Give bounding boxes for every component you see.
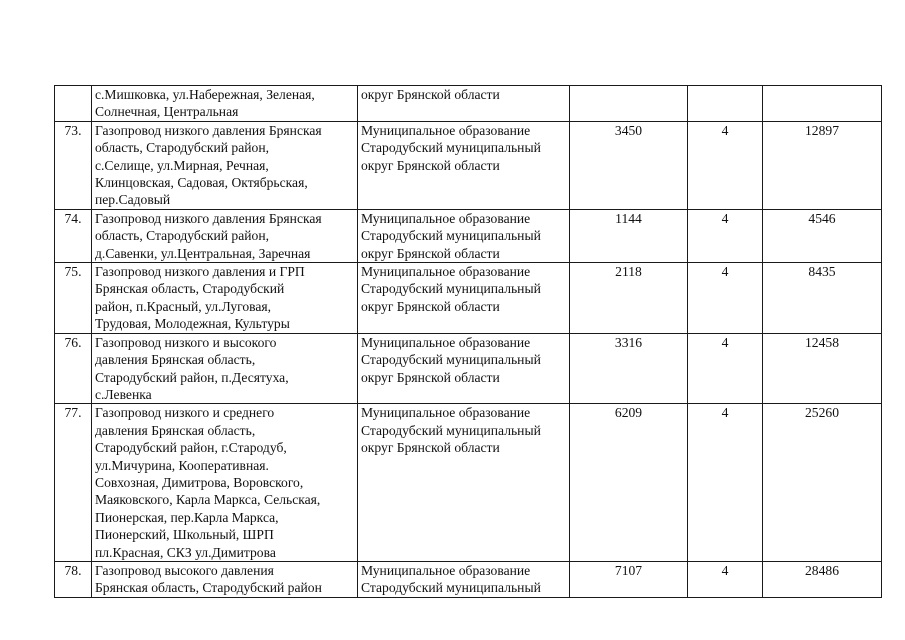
- object-name-cell: [92, 86, 358, 122]
- length-cell: 3450: [570, 121, 688, 209]
- object-name-line: Пионерская, пер.Карла Маркса,: [95, 509, 279, 525]
- length-cell: 6209: [570, 404, 688, 562]
- table-row: [55, 121, 882, 209]
- object-name-line: д.Савенки, ул.Центральная, Заречная: [95, 245, 311, 261]
- object-name-line: давления Брянская область,: [95, 422, 256, 438]
- object-name-line: область, Стародубский район,: [95, 228, 270, 244]
- owner-line: округ Брянской области: [361, 87, 500, 102]
- object-name-cell: [92, 404, 358, 562]
- owner-line: округ Брянской области: [361, 298, 500, 314]
- owner-line: округ Брянской области: [361, 440, 500, 456]
- owner-cell: [358, 121, 570, 209]
- value-cell: 25260: [763, 404, 882, 562]
- object-name-line: Солнечная, Центральная: [95, 104, 239, 120]
- length-cell: 1144: [570, 209, 688, 262]
- object-name-line: Газопровод низкого и высокого: [95, 334, 277, 350]
- owner-line: Муниципальное образование: [361, 264, 531, 280]
- object-name-cell: [92, 121, 358, 209]
- object-name-line: Газопровод низкого давления Брянская: [95, 210, 322, 226]
- object-name-line: Брянская область, Стародубский район: [95, 580, 322, 596]
- owner-cell: [358, 209, 570, 262]
- owner-line: Муниципальное образование: [361, 210, 531, 226]
- row-number-cell: 75.: [55, 263, 92, 334]
- owner-line: Стародубский муниципальный: [361, 422, 541, 438]
- object-name-line: область, Стародубский район,: [95, 140, 270, 156]
- owner-line: Муниципальное образование: [361, 334, 531, 350]
- table-row: [55, 263, 882, 334]
- object-name-line: Газопровод низкого и среднего: [95, 405, 275, 421]
- owner-line: Стародубский муниципальный: [361, 580, 541, 596]
- object-name-line: Трудовая, Молодежная, Культуры: [95, 316, 290, 332]
- pressure-cell: 4: [688, 404, 763, 562]
- value-cell: 12458: [763, 333, 882, 404]
- object-name-cell: [92, 209, 358, 262]
- owner-line: округ Брянской области: [361, 157, 500, 173]
- gas-pipeline-registry-table: [54, 85, 882, 598]
- owner-line: Стародубский муниципальный: [361, 140, 541, 156]
- owner-cell: [358, 404, 570, 562]
- object-name-line: Стародубский район, п.Десятуха,: [95, 369, 289, 385]
- row-number-cell: 76.: [55, 333, 92, 404]
- object-name-line: с.Селище, ул.Мирная, Речная,: [95, 157, 269, 173]
- length-cell: 7107: [570, 561, 688, 597]
- object-name-line: с.Левенка: [95, 386, 152, 402]
- object-name-cell: [92, 263, 358, 334]
- value-cell: 28486: [763, 561, 882, 597]
- object-name-line: ул.Мичурина, Кооперативная.: [95, 457, 269, 473]
- row-number-cell: 73.: [55, 121, 92, 209]
- table-row: [55, 561, 882, 597]
- owner-cell: [358, 333, 570, 404]
- table-row: [55, 86, 882, 122]
- object-name-line: район, п.Красный, ул.Луговая,: [95, 298, 272, 314]
- length-cell: 3316: [570, 333, 688, 404]
- value-cell: 12897: [763, 121, 882, 209]
- row-number-cell: 78.: [55, 561, 92, 597]
- owner-line: Стародубский муниципальный: [361, 352, 541, 368]
- object-name-line: с.Мишковка, ул.Набережная, Зеленая,: [95, 87, 315, 102]
- object-name-line: Брянская область, Стародубский: [95, 281, 285, 297]
- object-name-line: Маяковского, Карла Маркса, Сельская,: [95, 492, 321, 508]
- pressure-cell: 4: [688, 209, 763, 262]
- length-cell: [570, 86, 688, 122]
- owner-line: Муниципальное образование: [361, 122, 531, 138]
- pressure-cell: 4: [688, 263, 763, 334]
- object-name-cell: [92, 333, 358, 404]
- object-name-line: Пионерский, Школьный, ШРП: [95, 527, 274, 543]
- owner-line: округ Брянской области: [361, 369, 500, 385]
- owner-line: Стародубский муниципальный: [361, 228, 541, 244]
- pressure-cell: 4: [688, 121, 763, 209]
- object-name-line: пл.Красная, СКЗ ул.Димитрова: [95, 544, 276, 560]
- value-cell: [763, 86, 882, 122]
- pressure-cell: [688, 86, 763, 122]
- table-body: [55, 86, 882, 598]
- pressure-cell: 4: [688, 333, 763, 404]
- owner-line: округ Брянской области: [361, 245, 500, 261]
- value-cell: 4546: [763, 209, 882, 262]
- object-name-line: пер.Садовый: [95, 192, 171, 208]
- owner-line: Стародубский муниципальный: [361, 281, 541, 297]
- table-row: [55, 209, 882, 262]
- object-name-line: Газопровод низкого давления Брянская: [95, 122, 322, 138]
- row-number-cell: [55, 86, 92, 122]
- owner-cell: [358, 263, 570, 334]
- table-row: [55, 333, 882, 404]
- pressure-cell: 4: [688, 561, 763, 597]
- object-name-cell: [92, 561, 358, 597]
- owner-cell: [358, 561, 570, 597]
- value-cell: 8435: [763, 263, 882, 334]
- object-name-line: Совхозная, Димитрова, Воровского,: [95, 474, 304, 490]
- owner-cell: [358, 86, 570, 122]
- object-name-line: Газопровод высокого давления: [95, 562, 274, 578]
- object-name-line: Стародубский район, г.Стародуб,: [95, 440, 287, 456]
- owner-line: Муниципальное образование: [361, 405, 531, 421]
- table-row: [55, 404, 882, 562]
- object-name-line: Клинцовская, Садовая, Октябрьская,: [95, 175, 308, 191]
- owner-line: Муниципальное образование: [361, 562, 531, 578]
- object-name-line: Газопровод низкого давления и ГРП: [95, 264, 305, 280]
- object-name-line: давления Брянская область,: [95, 352, 256, 368]
- row-number-cell: 74.: [55, 209, 92, 262]
- row-number-cell: 77.: [55, 404, 92, 562]
- length-cell: 2118: [570, 263, 688, 334]
